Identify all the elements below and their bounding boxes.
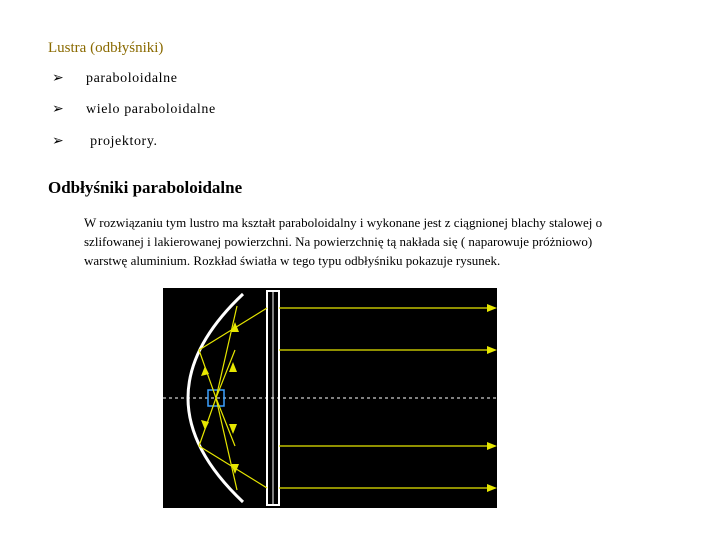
paragraph-line: warstwę aluminium. Rozkład światła w tego typu odbłyśniku pokazuje rysunek. xyxy=(84,253,501,268)
bullet-item-wielo-paraboloidalne xyxy=(52,101,216,118)
arrowhead-bullet-icon: ➢ xyxy=(52,133,65,149)
bullet-label: paraboloidalne xyxy=(86,71,178,86)
arrowhead-bullet-icon: ➢ xyxy=(52,70,65,86)
arrowhead-bullet-icon: ➢ xyxy=(52,101,65,117)
section-title: Lustra (odbłyśniki) xyxy=(48,40,164,56)
bullet-item-paraboloidalne xyxy=(52,70,178,87)
description-paragraph xyxy=(84,213,704,270)
bullet-label: wielo paraboloidalne xyxy=(86,102,216,117)
paragraph-line: szlifowanej i lakierowanej powierzchni. Na powierzchnię tą nakłada się ( naparowuje próżniowo) xyxy=(84,234,593,249)
bullet-item-projektory xyxy=(52,133,158,150)
reflector-diagram-svg xyxy=(163,288,497,508)
section-heading: Odbłyśniki paraboloidalne xyxy=(48,178,243,197)
bullet-label: projektory. xyxy=(86,134,158,149)
paragraph-line: W rozwiązaniu tym lustro ma kształt paraboloidalny i wykonane jest z ciągnionej blachy stalowej o xyxy=(84,215,603,230)
reflector-diagram xyxy=(163,288,497,508)
